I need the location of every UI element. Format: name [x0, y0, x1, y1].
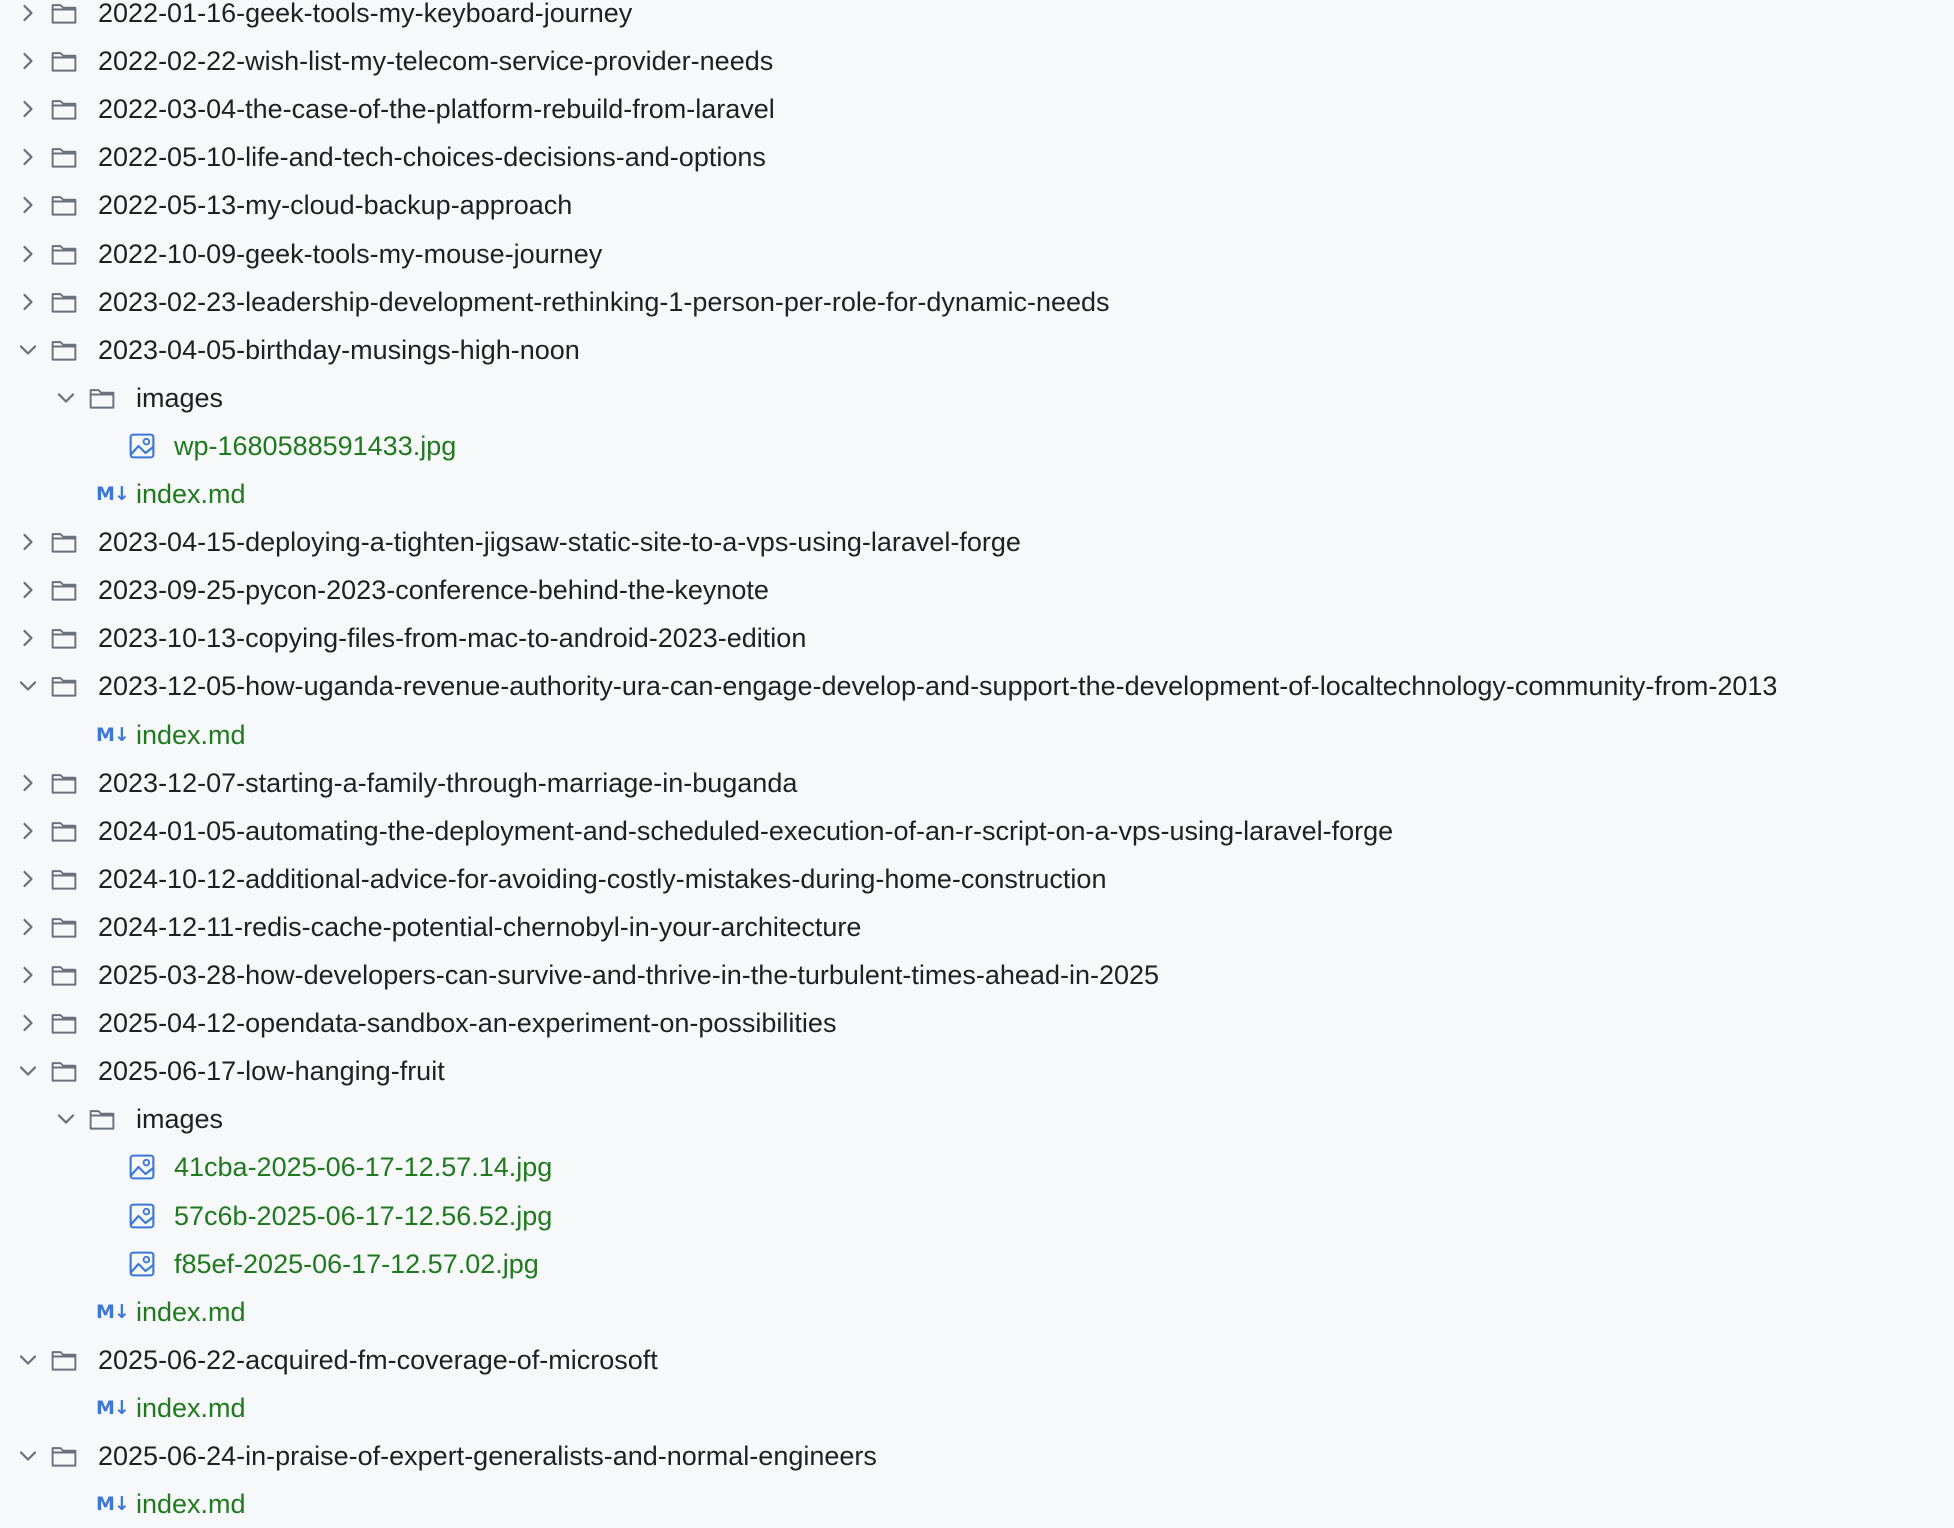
tree-folder-row[interactable]: [0, 566, 1954, 614]
folder-name: 2024-01-05-automating-the-deployment-and-scheduled-execution-of-an-r-script-on-a-vps-using-laravel-forge: [98, 815, 1394, 846]
chevron-right-icon[interactable]: [14, 191, 42, 219]
chevron-down-icon[interactable]: [14, 1057, 42, 1085]
tree-folder-row[interactable]: [0, 807, 1954, 855]
chevron-down-icon[interactable]: [14, 672, 42, 700]
folder-name: 2025-06-17-low-hanging-fruit: [98, 1056, 445, 1087]
tree-folder-row[interactable]: [0, 614, 1954, 662]
folder-icon: [50, 95, 78, 123]
file-name: index.md: [136, 719, 246, 750]
folder-icon: [50, 913, 78, 941]
chevron-right-icon[interactable]: [14, 769, 42, 797]
tree-folder-row[interactable]: [0, 181, 1954, 229]
tree-file-row[interactable]: [0, 1143, 1954, 1191]
tree-folder-row[interactable]: [0, 1047, 1954, 1095]
markdown-file-icon: M↓: [96, 1396, 129, 1419]
chevron-right-icon[interactable]: [14, 1009, 42, 1037]
tree-folder-row[interactable]: [0, 133, 1954, 181]
folder-icon: [50, 528, 78, 556]
chevron-right-icon[interactable]: [14, 47, 42, 75]
file-name: index.md: [136, 1296, 246, 1327]
tree-folder-row[interactable]: [0, 759, 1954, 807]
folder-icon: [50, 0, 78, 27]
folder-name: 2023-02-23-leadership-development-rethinking-1-person-per-role-for-dynamic-needs: [98, 286, 1110, 317]
folder-name: images: [136, 382, 224, 413]
tree-file-row[interactable]: [0, 1288, 1954, 1336]
tree-file-row[interactable]: [0, 1480, 1954, 1528]
tree-folder-row[interactable]: [0, 855, 1954, 903]
file-name: 57c6b-2025-06-17-12.56.52.jpg: [174, 1200, 553, 1231]
chevron-right-icon[interactable]: [14, 865, 42, 893]
folder-icon: [50, 288, 78, 316]
chevron-right-icon[interactable]: [14, 624, 42, 652]
tree-folder-row[interactable]: [0, 903, 1954, 951]
markdown-file-icon: M↓: [96, 483, 129, 505]
file-name: index.md: [136, 1489, 246, 1520]
tree-folder-row[interactable]: [0, 326, 1954, 374]
chevron-down-icon[interactable]: [14, 336, 42, 364]
chevron-down-icon[interactable]: [14, 1442, 42, 1470]
chevron-right-icon[interactable]: [14, 143, 42, 171]
chevron-right-icon[interactable]: [14, 576, 42, 604]
tree-folder-row[interactable]: [0, 230, 1954, 278]
folder-icon: [50, 865, 78, 893]
folder-icon: [50, 769, 78, 797]
tree-file-row[interactable]: [0, 711, 1954, 759]
file-name: index.md: [136, 1392, 246, 1423]
chevron-down-icon[interactable]: [52, 1105, 80, 1133]
folder-name: 2022-02-22-wish-list-my-telecom-service-provider-needs: [98, 46, 774, 77]
folder-icon: [50, 47, 78, 75]
markdown-file-icon: M↓: [96, 1493, 129, 1516]
file-name: 41cba-2025-06-17-12.57.14.jpg: [174, 1152, 553, 1183]
folder-icon: [50, 191, 78, 219]
folder-icon: [50, 1009, 78, 1037]
folder-name: 2023-12-05-how-uganda-revenue-authority-ura-can-engage-develop-and-support-the-development-of-localtechnology-community-from-2013: [98, 671, 1778, 702]
tree-folder-row[interactable]: [0, 278, 1954, 326]
folder-name: 2023-04-15-deploying-a-tighten-jigsaw-static-site-to-a-vps-using-laravel-forge: [98, 527, 1021, 558]
folder-name: 2023-04-05-birthday-musings-high-noon: [98, 334, 580, 365]
chevron-right-icon[interactable]: [14, 95, 42, 123]
folder-icon: [50, 817, 78, 845]
chevron-down-icon[interactable]: [14, 1346, 42, 1374]
folder-icon: [50, 961, 78, 989]
tree-folder-row[interactable]: [0, 85, 1954, 133]
tree-file-row[interactable]: [0, 470, 1954, 518]
image-file-icon: [128, 1250, 156, 1278]
folder-name: 2024-12-11-redis-cache-potential-chernobyl-in-your-architecture: [98, 911, 862, 942]
tree-folder-row[interactable]: [0, 1095, 1954, 1143]
folder-name: images: [136, 1104, 224, 1135]
chevron-right-icon[interactable]: [14, 961, 42, 989]
tree-folder-row[interactable]: [0, 37, 1954, 85]
folder-name: 2022-05-13-my-cloud-backup-approach: [98, 190, 573, 221]
chevron-down-icon[interactable]: [52, 384, 80, 412]
folder-name: 2023-10-13-copying-files-from-mac-to-android-2023-edition: [98, 623, 807, 654]
tree-folder-row[interactable]: [0, 0, 1954, 37]
chevron-right-icon[interactable]: [14, 288, 42, 316]
tree-file-row[interactable]: [0, 1384, 1954, 1432]
file-name: index.md: [136, 479, 246, 509]
folder-icon: [88, 384, 116, 412]
folder-name: 2025-03-28-how-developers-can-survive-and-thrive-in-the-turbulent-times-ahead-in-2025: [98, 960, 1160, 990]
folder-name: 2022-01-16-geek-tools-my-keyboard-journey: [98, 0, 633, 28]
tree-folder-row[interactable]: [0, 374, 1954, 422]
folder-name: 2025-06-24-in-praise-of-expert-generalists-and-normal-engineers: [98, 1441, 877, 1471]
tree-folder-row[interactable]: [0, 662, 1954, 710]
folder-icon: [88, 1105, 116, 1133]
markdown-file-icon: M↓: [96, 723, 129, 746]
tree-folder-row[interactable]: [0, 1336, 1954, 1384]
image-file-icon: [128, 1153, 156, 1181]
tree-file-row[interactable]: [0, 422, 1954, 470]
folder-icon: [50, 143, 78, 171]
folder-name: 2023-09-25-pycon-2023-conference-behind-the-keynote: [98, 575, 769, 606]
chevron-right-icon[interactable]: [14, 528, 42, 556]
tree-folder-row[interactable]: [0, 1432, 1954, 1480]
folder-icon: [50, 1442, 78, 1470]
folder-icon: [50, 624, 78, 652]
tree-folder-row[interactable]: [0, 518, 1954, 566]
folder-icon: [50, 1057, 78, 1085]
tree-file-row[interactable]: [0, 1240, 1954, 1288]
folder-name: 2025-06-22-acquired-fm-coverage-of-microsoft: [98, 1344, 658, 1375]
folder-name: 2024-10-12-additional-advice-for-avoiding-costly-mistakes-during-home-construction: [98, 863, 1107, 894]
chevron-right-icon[interactable]: [14, 240, 42, 268]
folder-icon: [50, 576, 78, 604]
chevron-right-icon[interactable]: [14, 817, 42, 845]
tree-folder-row[interactable]: [0, 951, 1954, 999]
folder-name: 2022-03-04-the-case-of-the-platform-rebuild-from-laravel: [98, 94, 775, 125]
folder-icon: [50, 336, 78, 364]
folder-name: 2022-05-10-life-and-tech-choices-decisions-and-options: [98, 142, 766, 173]
folder-icon: [50, 1346, 78, 1374]
image-file-icon: [128, 1202, 156, 1230]
markdown-file-icon: M↓: [96, 1300, 129, 1323]
file-name: wp-1680588591433.jpg: [174, 430, 457, 461]
folder-name: 2023-12-07-starting-a-family-through-marriage-in-buganda: [98, 767, 798, 798]
tree-file-row[interactable]: [0, 1192, 1954, 1240]
folder-icon: [50, 672, 78, 700]
tree-folder-row[interactable]: [0, 999, 1954, 1047]
chevron-right-icon[interactable]: [14, 913, 42, 941]
folder-icon: [50, 240, 78, 268]
folder-name: 2025-04-12-opendata-sandbox-an-experiment-on-possibilities: [98, 1008, 837, 1039]
file-name: f85ef-2025-06-17-12.57.02.jpg: [174, 1248, 539, 1279]
folder-name: 2022-10-09-geek-tools-my-mouse-journey: [98, 238, 603, 269]
chevron-right-icon[interactable]: [14, 0, 42, 27]
image-file-icon: [128, 432, 156, 460]
